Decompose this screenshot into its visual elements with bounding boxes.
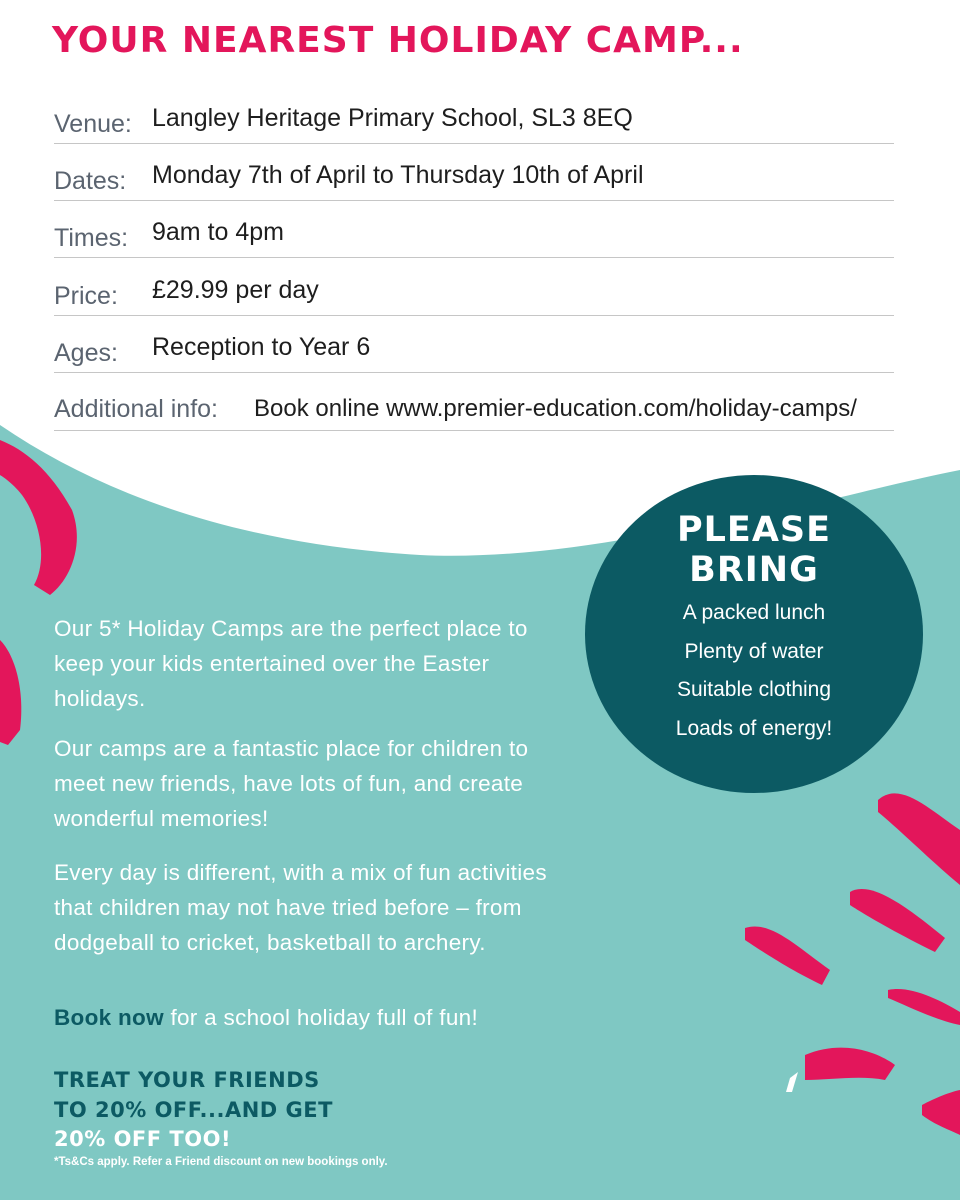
detail-row-additional-info — [54, 373, 894, 431]
detail-label: Times: — [54, 224, 129, 252]
detail-row-price — [54, 258, 894, 316]
detail-value: Langley Heritage Primary School, SL3 8EQ — [152, 104, 633, 132]
detail-label: Venue: — [54, 110, 132, 138]
offer-line: TREAT YOUR FRIENDS — [54, 1068, 320, 1092]
book-now-line — [54, 1000, 614, 1035]
refer-friend-offer — [54, 1066, 574, 1155]
please-bring-list — [585, 594, 923, 748]
detail-row-venue — [54, 86, 894, 144]
detail-label: Ages: — [54, 339, 118, 367]
intro-paragraph: Our 5* Holiday Camps are the perfect place to keep your kids entertained over the Easter holidays. — [54, 616, 528, 711]
detail-value: £29.99 per day — [152, 276, 319, 304]
booking-link[interactable]: Book online www.premier-education.com/holiday-camps/ — [254, 395, 857, 422]
detail-row-times — [54, 200, 894, 258]
list-item: Loads of energy! — [675, 716, 833, 740]
detail-value: 9am to 4pm — [152, 218, 285, 246]
terms-note: *Ts&Cs apply. Refer a Friend discount on new bookings only. — [54, 1156, 388, 1168]
list-item: Suitable clothing — [676, 678, 832, 701]
camps-paragraph: Our camps are a fantastic place for children to meet new friends, have lots of fun, and create wonderful memories! — [54, 736, 529, 831]
book-now-rest: for a school holiday full of fun! — [163, 1005, 479, 1030]
detail-label: Dates: — [54, 167, 127, 195]
detail-row-ages — [54, 315, 894, 373]
detail-value: Monday 7th of April to Thursday 10th of April — [152, 161, 644, 189]
detail-label: Additional info: — [54, 395, 219, 423]
page-title: YOUR NEAREST HOLIDAY CAMP... — [52, 20, 744, 61]
detail-label: Price: — [54, 282, 118, 310]
book-now-link[interactable]: Book now — [54, 1005, 164, 1030]
please-bring-title-line2: BRING — [689, 550, 819, 590]
pink-brush-strokes-right — [745, 793, 960, 1135]
detail-row-dates — [54, 143, 894, 201]
please-bring-title — [585, 510, 923, 590]
please-bring-title-line1: PLEASE — [676, 510, 832, 550]
list-item: Plenty of water — [684, 639, 824, 663]
list-item: A packed lunch — [682, 601, 826, 624]
activities-paragraph: Every day is different, with a mix of fun activities that children may not have tried before – from dodgeball to cricket, basketball to archery. — [54, 860, 547, 955]
offer-line: TO 20% OFF...AND GET — [54, 1097, 333, 1122]
detail-value: Reception to Year 6 — [152, 333, 371, 361]
offer-line: 20% OFF TOO! — [54, 1127, 232, 1151]
